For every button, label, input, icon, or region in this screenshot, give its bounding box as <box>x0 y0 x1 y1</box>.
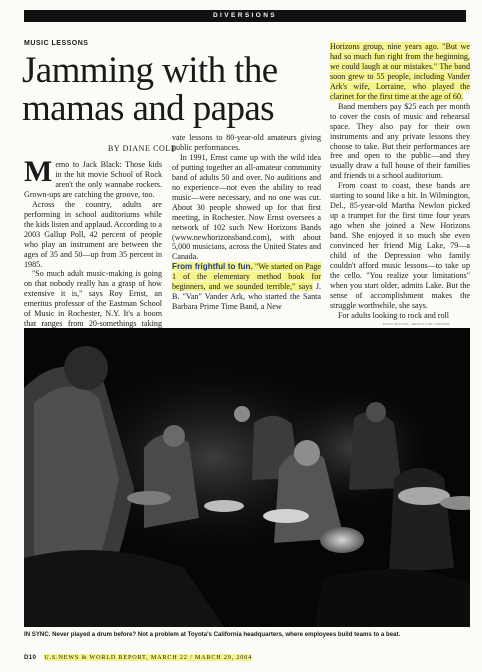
section-banner <box>24 10 466 22</box>
subhead: From frightful to fun. <box>172 262 253 272</box>
page-folio <box>24 654 470 661</box>
highlighted-passage: Horizons group, nine years ago. "But we had so much fun right from the beginning, we could laugh at our mistakes." The band soon grew to 55 people, including Vander Ark's wife, Lorraine, who played the clarinet for the first time at the age of 60. <box>330 42 470 101</box>
photo-caption <box>24 631 470 639</box>
column-3 <box>330 42 470 347</box>
column-1-paragraph-3: "So much adult music-making is going on that nobody really has a grasp of how extensive it is," says Roy Ernst, an emeritus professor of the Eastman School of Music in Rochester, N.Y. It's a boom that ranges from 20-somethings taking <box>24 269 162 329</box>
article-byline: BY DIANE COLE <box>108 144 177 153</box>
column-2-paragraph-1: vate lessons to 80-year-old amateurs giving public performances. <box>172 133 321 152</box>
column-1 <box>24 155 163 339</box>
highlighted-quote: "We started on Page 1 of the elementary method book for beginners, and we sounded terrible," says <box>172 262 321 292</box>
article-headline: Jamming with the mamas and papas <box>22 50 278 129</box>
column-2-paragraph-2: In 1991, Ernst came up with the wild idea of putting together an all-amateur community band of adults 50 and over. No auditions and no experience—not even the ability to read music—were necessary, and no one was cut. About 30 people showed up for that first meeting, in Rochester. Now Ernst oversees a network of 102 such New Horizons Bands (www.newhorizonsband.com), with about 5,000 musicians, across the United States and Canada. <box>172 152 321 262</box>
caption-text: Never played a drum before? Not a problem at Toyota's California headquarters, where employees build teams to a beat. <box>50 631 401 638</box>
drum-circle-photo <box>24 328 470 627</box>
column-3-paragraph-1 <box>330 42 470 102</box>
column-1-paragraph-2: Across the country, adults are performing in school auditoriums while the kids listen and applaud. According to a 2003 Gallup Poll, 42 percent of people who play an instrument are between the ages of 35 and 50—up from 35 percent in 1985. <box>24 199 163 269</box>
article-kicker: MUSIC LESSONS <box>24 40 89 47</box>
section-banner-label: DIVERSIONS <box>212 12 278 19</box>
column-3-paragraph-4: For adults looking to rock and roll <box>338 310 450 320</box>
publication-dateline: U.S.NEWS & WORLD REPORT, MARCH 22 / MARCH 29, 2004 <box>44 654 252 661</box>
column-2-paragraph-3-tail: J. B. "Van" Vander Ark, who started the Santa Barbara Prime Time Band, a New <box>172 282 321 312</box>
column-2-paragraph-3 <box>172 262 321 312</box>
page-number: D10 <box>24 654 37 661</box>
column-1-paragraph-1 <box>24 155 162 200</box>
column-1-paragraph-1-text: emo to Jack Black: Those kids in the hit movie School of Rock aren't the only wannabe rockers. Grown-ups are catching the groove, too. <box>24 160 162 199</box>
photo-credit: DAVID BUTOW—REDUX FOR USN&WR <box>383 322 450 326</box>
column-2 <box>172 133 321 312</box>
column-3-paragraph-3: From coast to coast, these bands are starting to sound like a hit. In Wilmington, Del., 85-year-old Martha Newlon picked up a trumpet for the first time four years ago when she joined a New Horizons band. She enjoyed it so much she even convinced her friend Mig Lake, 79—a child of the Depression who family couldn't afford music lessons—to take up the cello. "You realize your limitations" when you start older, admits Lake. But the sense of accomplishment makes the struggle worthwhile, she says. <box>330 181 470 310</box>
caption-lead: IN SYNC. <box>24 631 51 638</box>
drop-cap: M <box>24 155 53 188</box>
photo-illustration <box>24 328 470 627</box>
column-3-paragraph-2: Band members pay $25 each per month to cover the costs of music and rehearsal space. They also pay for their own instruments and any private lessons they choose to take. But their performances are free and open to the public—and they usually draw a full house of their families and friends to a school auditorium. <box>330 101 470 181</box>
